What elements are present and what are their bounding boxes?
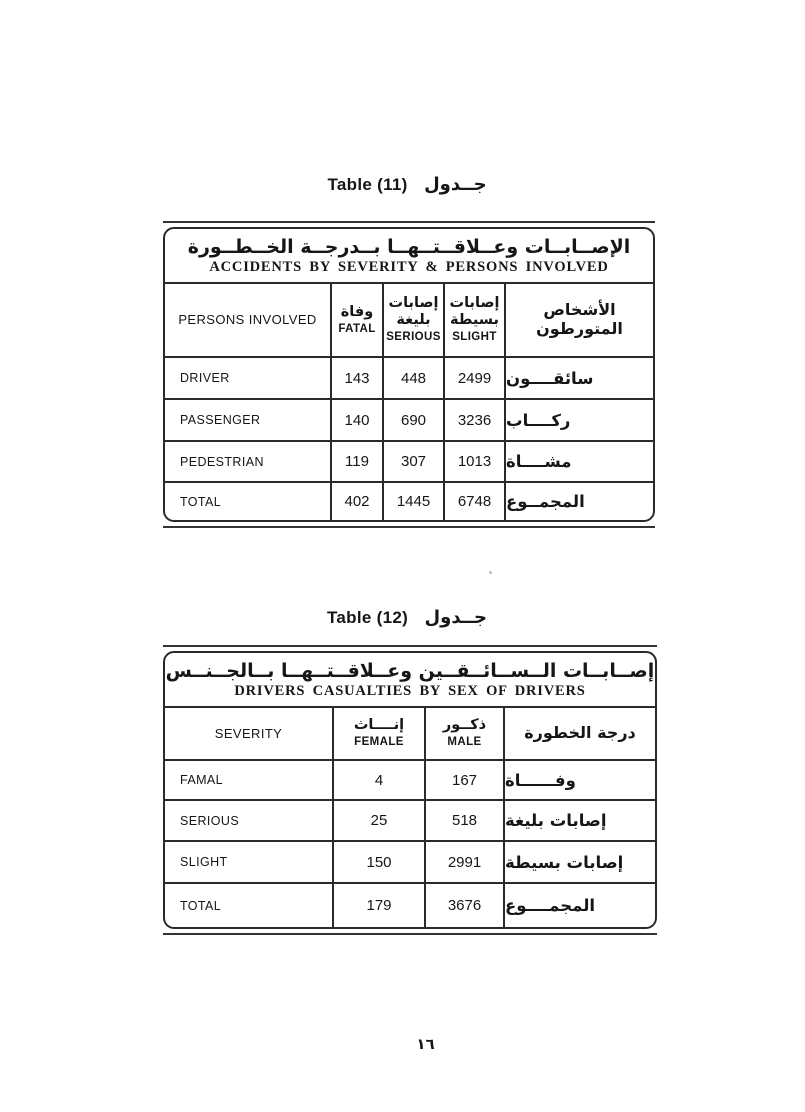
table12-drivers-casualties-by-sex: [163, 651, 657, 929]
table11-row-passenger-slight: 3236: [445, 400, 506, 442]
table12-title-arabic: إصــابــات الــســائــقــين وعــلاقــتــهــا بــالجــنــس: [165, 660, 655, 683]
table12-row-famal-arabic: وفــــــاة: [505, 761, 655, 801]
table11-row-driver-serious: 448: [384, 358, 445, 400]
header-label: SEVERITY: [214, 725, 283, 741]
table11-row-passenger-arabic: ركــــاب: [506, 400, 653, 442]
table12-caption-en: Table (12): [326, 608, 409, 627]
table12-row-slight-male: 2991: [426, 842, 505, 884]
table12-row-serious-male: 518: [426, 801, 505, 842]
table11-row-total-serious: 1445: [384, 483, 445, 520]
table11-header-serious: [384, 284, 445, 358]
table12-header-male: [426, 708, 505, 761]
table11-row-pedestrian-serious: 307: [384, 442, 445, 483]
table11-row-pedestrian-arabic: مشــــاة: [506, 442, 653, 483]
table12-row-slight-label: SLIGHT: [165, 842, 334, 884]
table12-row-slight-arabic: إصابات بسيطة: [505, 842, 655, 884]
table11-header-persons: [165, 284, 332, 358]
table12-row-serious-label: SERIOUS: [165, 801, 334, 842]
table11-caption-en: Table (11): [327, 175, 408, 194]
header-label-ar: درجة الخطورة: [524, 723, 636, 743]
table11-caption: [163, 174, 651, 195]
header-label-ar: إصابات: [449, 295, 500, 312]
table11-caption-ar: جــدول: [424, 174, 487, 195]
header-label-en: FEMALE: [354, 736, 404, 749]
table12-title-english: DRIVERS CASUALTIES BY SEX OF DRIVERS: [234, 682, 586, 699]
table12-row-slight-female: 150: [334, 842, 426, 884]
table12-row-famal-female: 4: [334, 761, 426, 801]
table12-caption: [163, 607, 651, 628]
table11-row-total-slight: 6748: [445, 483, 506, 520]
table11-row-passenger-serious: 690: [384, 400, 445, 442]
header-label-ar: إصابات: [388, 295, 439, 312]
table11-row-total-arabic: المجمــوع: [506, 492, 585, 511]
table11-title-english: ACCIDENTS BY SEVERITY & PERSONS INVOLVED: [209, 258, 609, 275]
table12-row-total-label: TOTAL: [165, 884, 334, 927]
header-label-ar: وفاة: [340, 303, 374, 320]
table11-row-pedestrian-slight: 1013: [445, 442, 506, 483]
header-label-ar: الأشخاص المتورطون: [536, 300, 623, 338]
table11-title-arabic: الإصــابــات وعــلاقــتــهــا بــدرجــة الخــطــورة: [187, 236, 631, 259]
header-label-ar: ذكــور: [442, 717, 487, 734]
table11-row-driver-label: DRIVER: [165, 358, 332, 400]
header-label-ar: إنــــاث: [353, 717, 405, 734]
table12-title-block: [165, 653, 655, 708]
table12-header-female: [334, 708, 426, 761]
header-label-ar: بليغة: [396, 312, 431, 329]
table12-row-famal-label: FAMAL: [165, 761, 334, 801]
table11-header-slight: [445, 284, 506, 358]
table12-row-serious-arabic: إصابات بليغة: [505, 801, 655, 842]
header-label-ar: بسيطة: [449, 312, 500, 329]
table12-row-serious-female: 25: [334, 801, 426, 842]
table11-row-total-label: TOTAL: [165, 483, 332, 520]
table11-row-driver-arabic: سائقــــون: [506, 358, 653, 400]
table11-row-pedestrian-label: PEDESTRIAN: [165, 442, 332, 483]
header-label-en: SERIOUS: [386, 331, 441, 344]
table12-row-total-arabic: المجمــــوع: [505, 896, 596, 915]
table11-row-passenger-fatal: 140: [332, 400, 384, 442]
table12-row-total-female: 179: [334, 884, 426, 927]
table11-title-block: [165, 229, 653, 284]
table11-row-total-fatal: 402: [332, 483, 384, 520]
table12-caption-ar: جــدول: [424, 607, 488, 628]
header-label-en: FATAL: [338, 322, 376, 335]
header-label: PERSONS INVOLVED: [178, 312, 317, 328]
page-number: ١٦: [416, 1035, 435, 1053]
table11-row-driver-slight: 2499: [445, 358, 506, 400]
table11-row-passenger-label: PASSENGER: [165, 400, 332, 442]
table11-row-pedestrian-fatal: 119: [332, 442, 384, 483]
table12-header-severity-arabic: [505, 708, 655, 761]
table12-row-total-male: 3676: [426, 884, 505, 927]
table12-row-famal-male: 167: [426, 761, 505, 801]
table12-header-severity: [165, 708, 334, 761]
table11-row-driver-fatal: 143: [332, 358, 384, 400]
header-label-en: SLIGHT: [452, 331, 497, 344]
scan-artifact-dot: [489, 571, 492, 574]
header-label-en: MALE: [447, 736, 482, 749]
table11-header-persons-arabic: [506, 284, 653, 358]
table11-header-fatal: [332, 284, 384, 358]
table11-accidents-by-severity: [163, 227, 655, 522]
